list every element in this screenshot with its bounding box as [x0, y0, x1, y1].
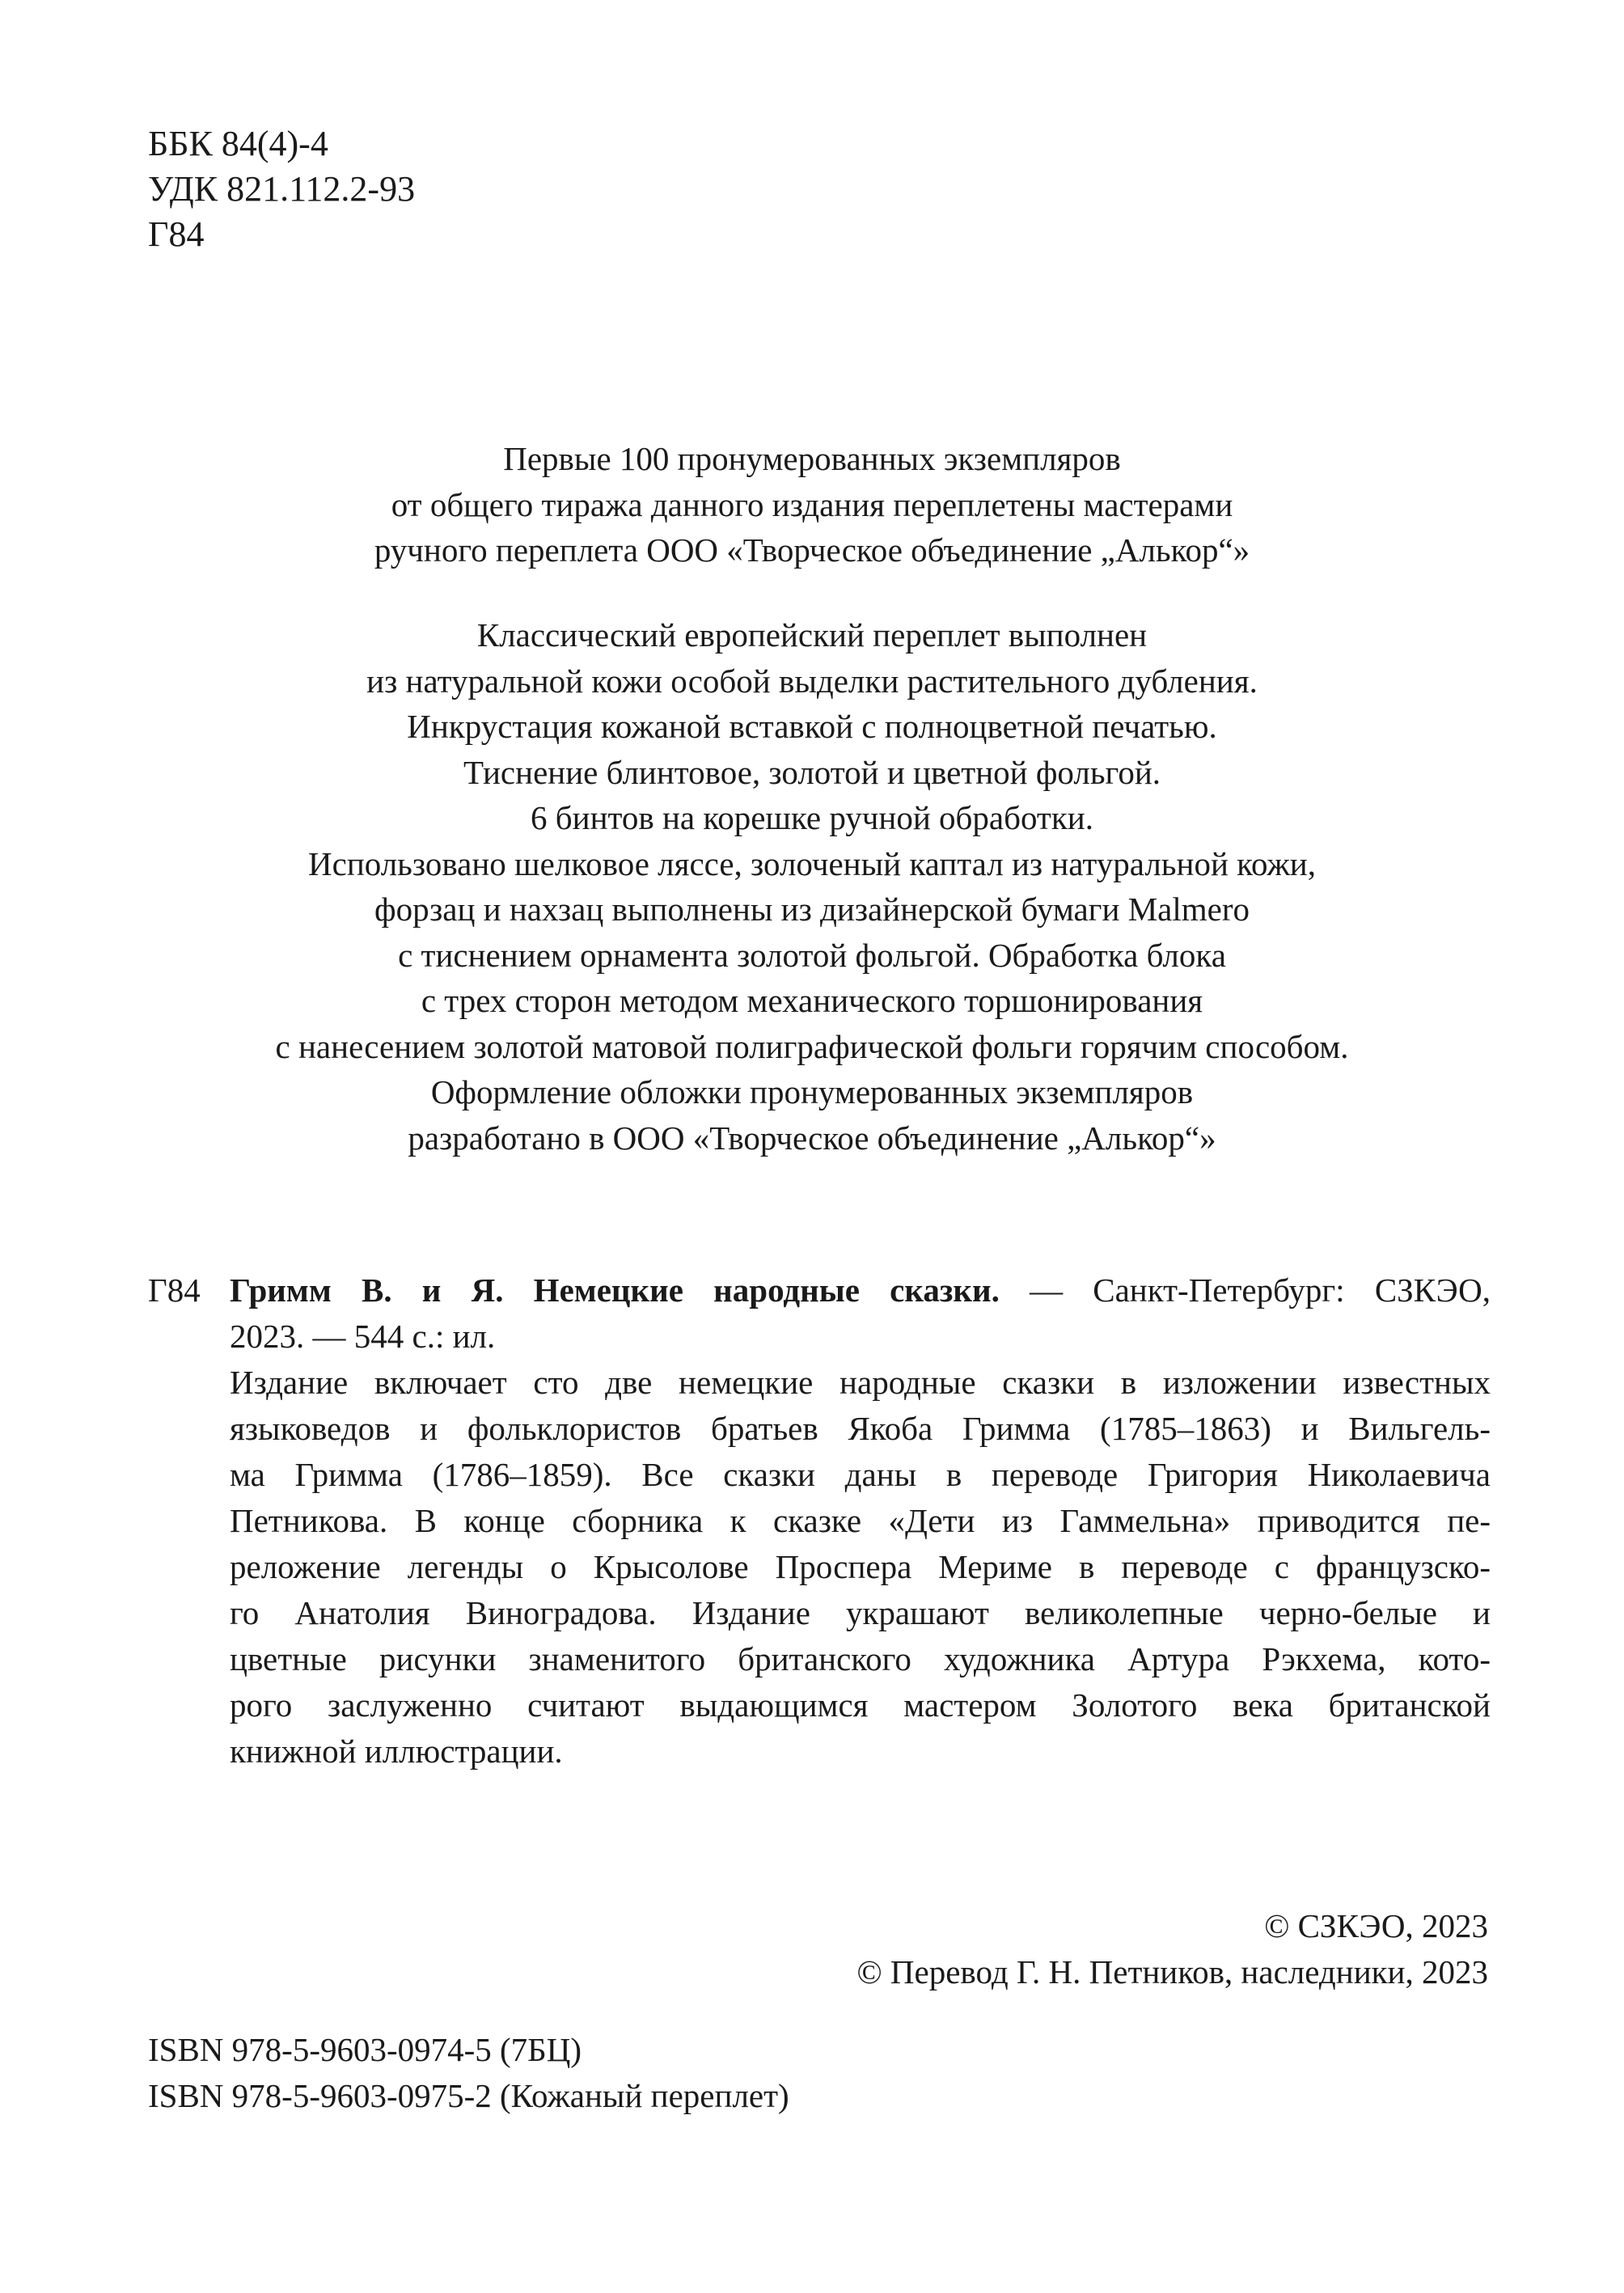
- copyright-publisher: © СЗКЭО, 2023: [1264, 1907, 1488, 1944]
- annotation-line: реложение легенды о Крысолове Проспера Мериме в переводе с французско-: [230, 1548, 1491, 1585]
- annotation-line: цветные рисунки знаменитого британского художника Артура Рэкхема, кото-: [230, 1640, 1491, 1677]
- binding-line: 6 бинтов на корешке ручной обработки.: [531, 799, 1093, 836]
- author-mark: Г84: [148, 214, 205, 254]
- annotation-line: рого заслуженно считают выдающимся мастером Золотого века британской: [230, 1686, 1491, 1724]
- annotation-line: Петникова. В конце сборника к сказке «Дети из Гаммельна» приводится пе-: [230, 1502, 1491, 1539]
- binding-line: с нанесением золотой матовой полиграфической фольги горячим способом.: [275, 1027, 1349, 1065]
- entry-imprint-line: 2023. — 544 с.: ил.: [230, 1318, 496, 1355]
- binding-line: Оформление обложки пронумерованных экземпляров: [430, 1073, 1194, 1111]
- annotation-line: Издание включает сто две немецкие народные сказки в изложении известных: [230, 1364, 1491, 1401]
- binding-line: Классический европейский переплет выполнен: [476, 616, 1148, 654]
- annotation-line: языковедов и фольклористов братьев Якоба Гримма (1785–1863) и Вильгель-: [230, 1410, 1491, 1447]
- binding-line: Тиснение блинтовое, золотой и цветной фольгой.: [463, 753, 1161, 791]
- binding-line: с тиснением орнамента золотой фольгой. Обработка блока: [398, 936, 1226, 974]
- binding-description: [0, 612, 1624, 1161]
- edition-note-line: ручного переплета ООО «Творческое объединение „Алькор“»: [374, 531, 1250, 569]
- copyright-block: [857, 1903, 1488, 1995]
- edition-note: [0, 436, 1624, 573]
- annotation-line: ма Гримма (1786–1859). Все сказки даны в переводе Григория Николаевича: [230, 1456, 1491, 1493]
- binding-line: Инкрустация кожаной вставкой с полноцветной печатью.: [407, 708, 1217, 745]
- annotation-line: книжной иллюстрации.: [230, 1732, 563, 1770]
- entry-heading: [230, 1267, 1491, 1314]
- bbk-code: ББК 84(4)-4: [148, 124, 328, 163]
- binding-line: с трех сторон методом механического торшонирования: [421, 982, 1203, 1019]
- entry-body: [230, 1267, 1491, 1775]
- binding-line: форзац и нахзац выполнены из дизайнерской бумаги Malmero: [374, 891, 1250, 928]
- classification-block: [148, 121, 415, 257]
- entry-title: Гримм В. и Я. Немецкие народные сказки.: [230, 1271, 1000, 1309]
- binding-line: разработано в ООО «Творческое объединение „Алькор“»: [408, 1119, 1216, 1157]
- binding-line: из натуральной кожи особой выделки растительного дубления.: [366, 662, 1258, 700]
- udk-code: УДК 821.112.2-93: [148, 169, 416, 209]
- copyright-translation: © Перевод Г. Н. Петников, наследники, 2023: [856, 1953, 1488, 1991]
- annotation-line: го Анатолия Виноградова. Издание украшают великолепные черно-белые и: [230, 1594, 1491, 1631]
- isbn-block: [148, 2027, 789, 2119]
- isbn-line: ISBN 978-5-9603-0975-2 (Кожаный переплет): [148, 2077, 789, 2114]
- isbn-line: ISBN 978-5-9603-0974-5 (7БЦ): [148, 2031, 582, 2068]
- edition-note-line: от общего тиража данного издания переплетены мастерами: [391, 485, 1233, 523]
- entry-imprint: — Санкт-Петербург: СЗКЭО,: [999, 1271, 1491, 1309]
- entry-code: Г84: [148, 1271, 201, 1309]
- binding-line: Использовано шелковое ляссе, золоченый каптал из натуральной кожи,: [308, 844, 1316, 882]
- edition-note-line: Первые 100 пронумерованных экземпляров: [503, 440, 1121, 477]
